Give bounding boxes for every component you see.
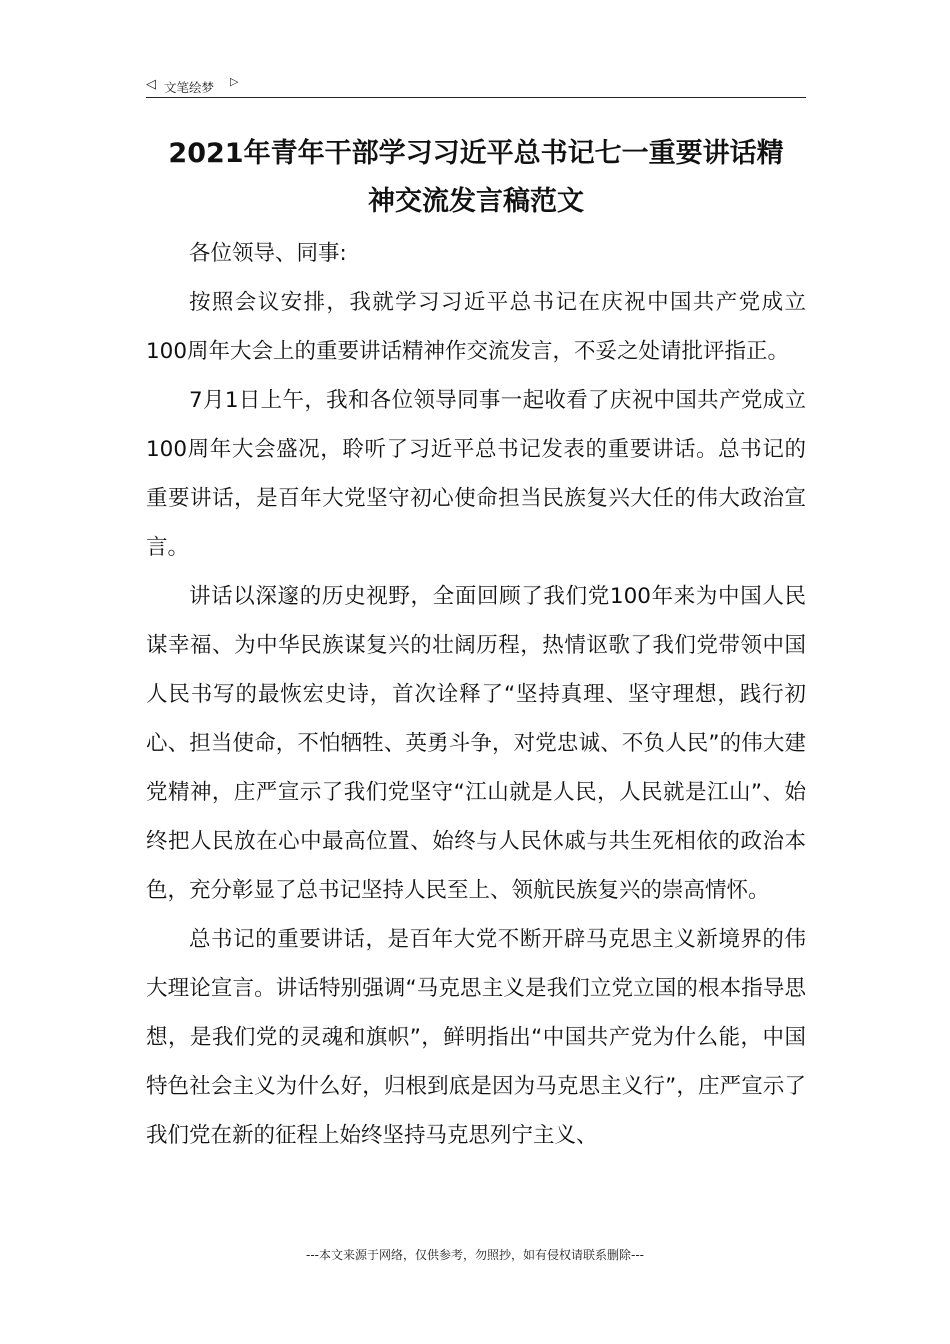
title-line-2: 神交流发言稿范文 xyxy=(368,186,584,217)
paragraph: 讲话以深邃的历史视野，全面回顾了我们党100年来为中国人民谋幸福、为中华民族谋复兴的壮阔历程，热情讴歌了我们党带领中国人民书写的最恢宏史诗，首次诠释了“坚持真理、坚守理想，践行初心、担当使命，不怕牺牲、英勇斗争，对党忠诚、不负人民”的伟大建党精神，庄严宣示了我们党坚守“江山就是人民，人民就是江山”、始终把人民放在心中最高位置、始终与人民休戚与共生死相依的政治本色，充分彰显了总书记坚持人民至上、领航民族复兴的崇高情怀。 xyxy=(146,584,806,903)
footer-notice: ---本文来源于网络，仅供参考，勿照抄，如有侵权请联系删除--- xyxy=(306,1248,644,1262)
header-brand: 文笔绘梦 xyxy=(164,80,215,95)
paragraph: 7月1日上午，我和各位领导同事一起收看了庆祝中国共产党成立100周年大会盛况，聆听了习近平总书记发表的重要讲话。总书记的重要讲话，是百年大党坚守初心使命担当民族复兴大任的伟大政治宣言。 xyxy=(146,388,806,560)
triangle-right-icon: ▷ xyxy=(230,75,239,88)
page-header xyxy=(146,74,806,98)
paragraph-salutation: 各位领导、同事: xyxy=(189,241,347,266)
paragraph: 总书记的重要讲话，是百年大党不断开辟马克思主义新境界的伟大理论宣言。讲话特别强调“马克思主义是我们立党立国的根本指导思想，是我们党的灵魂和旗帜”，鲜明指出“中国共产党为什么能，中国特色社会主义为什么好，归根到底是因为马克思主义行”，庄严宣示了我们党在新的征程上始终坚持马克思列宁主义、 xyxy=(146,927,806,1148)
triangle-left-icon: ◁ xyxy=(146,77,156,92)
paragraph: 按照会议安排，我就学习习近平总书记在庆祝中国共产党成立100周年大会上的重要讲话精神作交流发言，不妥之处请批评指正。 xyxy=(146,290,806,364)
title-line-1: 2021年青年干部学习习近平总书记七一重要讲话精 xyxy=(168,138,784,169)
document-title xyxy=(146,130,806,226)
document-body xyxy=(146,229,806,1160)
